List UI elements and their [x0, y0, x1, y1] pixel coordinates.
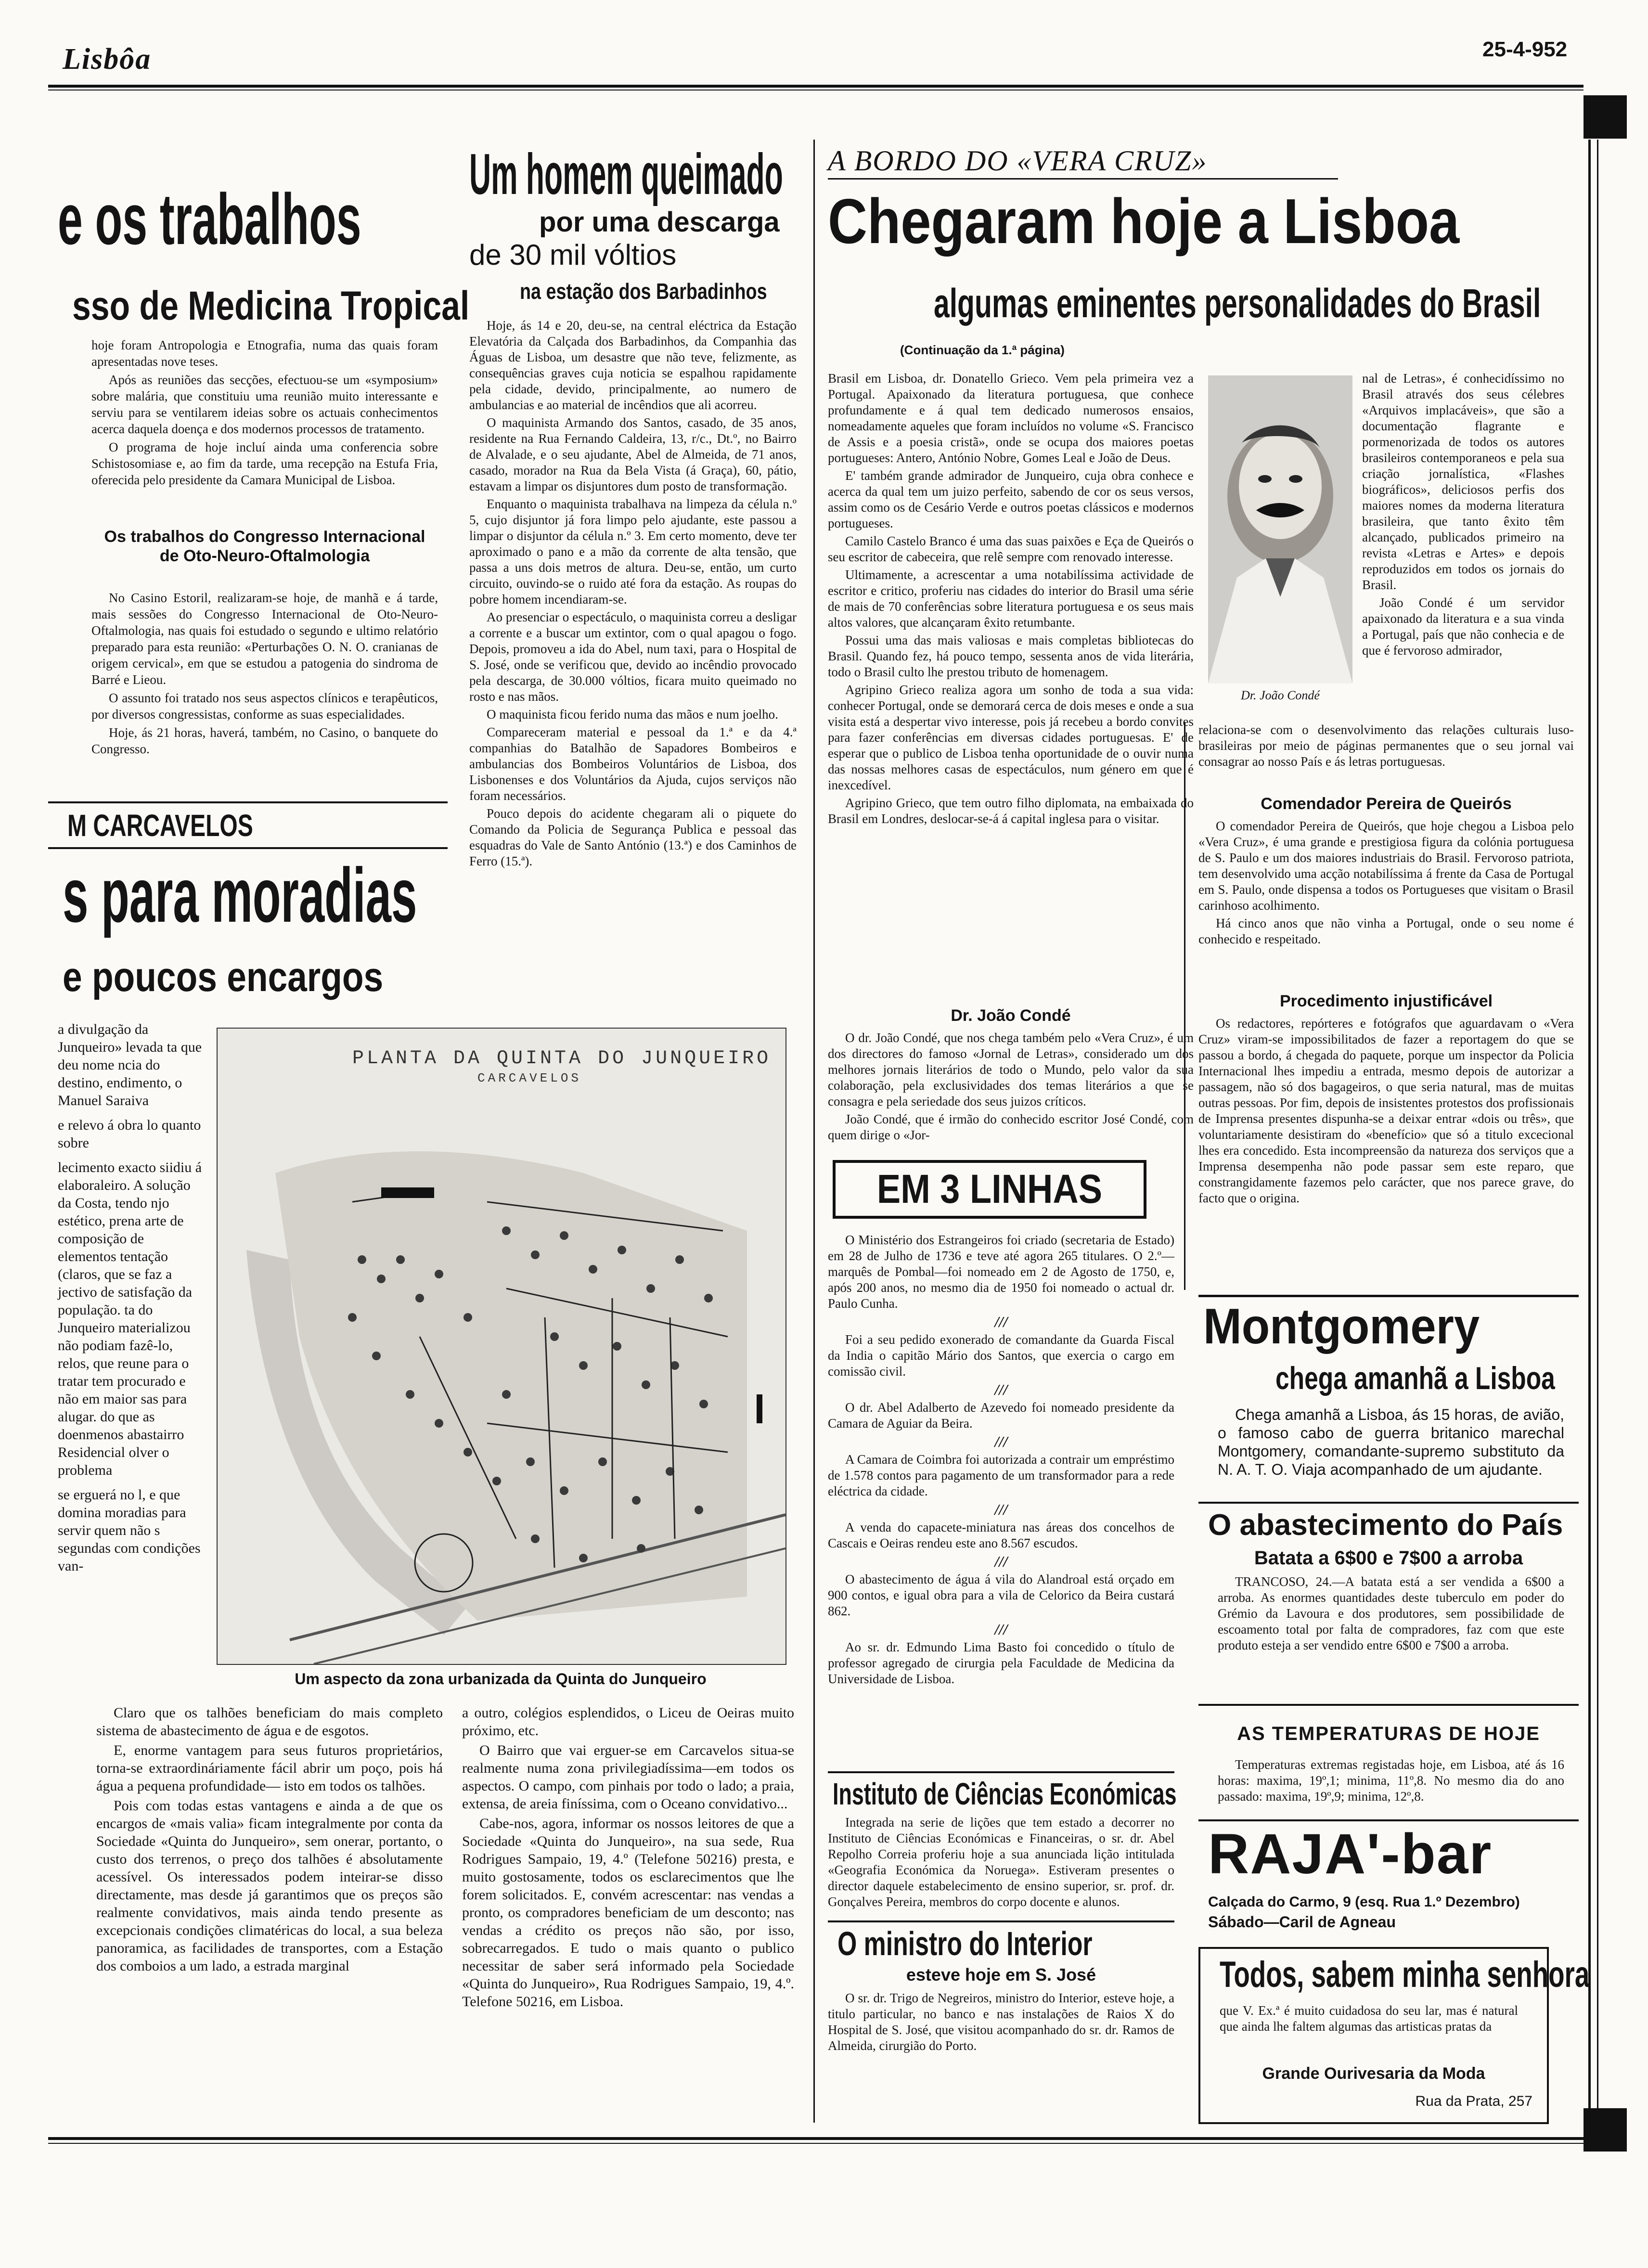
left-body-1: hoje foram Antropologia e Etnografia, numa das quais foram apresentadas nove teses. Após as reuniões das secções, efectuou-se um «symposium» sobre malária, que constituiu uma reunião muito interessante e serviu para se ventilarem ideias sobre os actuais conhecimentos acerca daquela doença e dos modernos processos de tratamento. O programa de hoje incluí ainda uma conferencia sobre Schistosomiase e, ao fim da tarde, uma recepção na Estufa Fria, oferecida pelo presidente da Camara Municipal de Lisboa.	[91, 338, 438, 487]
masthead-rule	[48, 85, 1584, 88]
margin-block-bottom	[1584, 2108, 1627, 2152]
left-carcavelos: M CARCAVELOS	[67, 808, 253, 843]
ourivesaria-body: que V. Ex.ª é muito cuidadosa do seu lar, mas é natural que ainda lhe faltem algumas das artisticas pratas da	[1220, 2003, 1518, 2034]
ministro-sub: esteve hoje em S. José	[906, 1965, 1096, 1984]
left-headline-3: s para moradias	[63, 852, 417, 938]
left-headline-2: sso de Medicina Tropical	[72, 283, 470, 328]
left-sub-1: Os trabalhos do Congresso Internacional de Oto-Neuro-Oftalmologia	[104, 528, 425, 565]
middle-body: Hoje, ás 14 e 20, deu-se, na central eléctrica da Estação Elevatória da Calçada dos Barbadinhos, da Companhia das Águas de Lisboa, um desastre que não teve, felizmente, as consequências graves cuja noticia se espalhou rapidamente pela cidade, devido, principalmente, ao numero de ambulancias e ao material de incêndios que ali acorreu. O maquinista Armando dos Santos, casado, de 35 anos, residente na Rua Fernando Caldeira, 13, r/c., Dt.º, no Bairro de Alvalade, e o seu ajudante, Abel de Almeida, de 71 anos, casado, morador na Rua da Bela Vista (á Graça), 60, pátio, estavam a limpar os disjuntores dum posto de transformação. Enquanto o maquinista trabalhava na limpeza da célula n.º 5, cujo disjuntor já fora limpo pelo ajudante, este passou a limpar o disjuntor da célula n.º 3. Em certo momento, deve ter aproximado o pano e a mão da corrente de alta tensão, que passa a uns dois metros de altura. Deu-se, então, um curto circuito, ouvindo-se o ruido até fora da estação. As roupas do pobre homem incendiaram-se. Ao presenciar o espectáculo, o maquinista correu a desligar a corrente e a buscar um extintor, com o qual apagou o fogo. Depois, promoveu a ida do Abel, num taxi, para o Hospital de S. José, onde se verificou que, devido ao incêndio provocado pela descarga, de 30.000 vóltios, ficara muito queimado no rosto e nas mãos. O maquinista ficou ferido numa das mãos e num joelho. Compareceram material e pessoal da 1.ª e da 4.ª companhias do Batalhão de Sapadores Bombeiros e ambulancias dos Bombeiros Voluntários de Lisboa, dos Lisbonenses e dos Voluntários da Ajuda, cujos serviços não foram necessários. Pouco depois do acidente chegaram ali o piquete do Comando da Policia de Segurança Publica e pessoal das esquadras do Vale de Santo António (13.ª) e dos Caminhos de Ferro (15.ª).	[469, 318, 797, 868]
instituto-body: Integrada na serie de lições que tem estado a decorrer no Instituto de Ciências Económicas e Financeiras, o sr. dr. Abel Repolho Correia proferiu hoje a sua anunciada lição intitulada «Geografia Económica da Noruega». Estiveram presentes o director daquele estabelecimento de ensino superior, sr. prof. dr. Gonçalves Pereira, membros do corpo docente e alunos.	[828, 1815, 1174, 1909]
montgomery-body: Chega amanhã a Lisboa, ás 15 horas, de avião, o famoso cabo de guerra britanico marechal Montgomery, comandante-supremo substituto da N. A. T. O. Viaja acompanhado de um ajudante.	[1218, 1406, 1564, 1478]
ourivesaria-box	[1198, 1947, 1590, 2124]
margin-line	[1588, 140, 1591, 2137]
right-col2a: nal de Letras», é conhecidíssimo no Brasil através dos seus célebres «Arquivos implacáveis», que são a documentação flagrante e pormenorizada de todos os autores brasileiros contemporaneos e pela sua criação jornalística, «Flashes biográficos», deliciosos perfis dos maiores nomes da moderna literatura brasileira, que tanto êxito têm alcançado, publicados primeiro na revista «Letras e Artes» e depois reproduzidos em todos os jornais do Brasil. João Condé é um servidor apaixonado da literatura e a sua vinda a Portugal, país que não conhecia e de que é fervoroso admirador,	[1362, 371, 1564, 657]
em3linhas-items: O Ministério dos Estrangeiros foi criado (secretaria de Estado) em 28 de Julho de 1736 e teve até agora 265 titulares. O 2.º— marquês de Pombal—foi nomeado em 2 de Agosto de 1750, e, após 200 anos, no mesmo dia de 1950 foi nomeado o actual dr. Paulo Cunha. /// Foi a seu pedido exonerado de comandante da Guarda Fiscal da India o capitão Mário dos Santos, que exercia o cargo em comissão civil. /// O dr. Abel Adalberto de Azevedo foi nomeado presidente da Camara de Aguiar da Beira. /// A Camara de Coimbra foi autorizada a contrair um empréstimo de 1.578 contos para pagamento de um transformador para a rede eléctrica da cidade. /// A venda do capacete-miniatura nas áreas dos concelhos de Cascais e Oeiras rendeu este ano 8.567 escudos. /// O abastecimento de água á vila do Alandroal está orçado em 900 contos, e igual obra para a vila de Celorico da Beira custará 862. /// Ao sr. dr. Edmundo Lima Basto foi concedido o título de professor agregado de cirurgia pela Faculdade de Medicina da Universidade de Lisboa.	[828, 1233, 1174, 1686]
middle-headline-4: na estação dos Barbadinhos	[520, 279, 767, 304]
right-col1b: O dr. João Condé, que nos chega também pelo «Vera Cruz», é um dos directores do famoso «Jornal de Letras», considerado um dos melhores jornais literários de todo o Mundo, pelo valor da sua colaboração, pela exclusividades dos temas literários a que se consagra e pela seriedade dos seus juizos críticos. João Condé, que é irmão do conhecido escritor José Condé, com quem dirige o «Jor-	[828, 1031, 1194, 1142]
right-pereira: O comendador Pereira de Queirós, que hoje chegou a Lisboa pelo «Vera Cruz», é uma grande e prestigiosa figura da colónia portuguesa de S. Paulo e um dos maiores industriais do Brasil. Fervoroso patriota, tem desenvolvido uma acção notabilíssima á frente da Casa de Portugal em S. Paulo, onde dispensa a todos os Portugueses que visitam o Brasil carinhoso acolhimento. Há cinco anos que não vinha a Portugal, onde o seu nome é conhecido e respeitado.	[1198, 819, 1574, 946]
temperaturas-body: Temperaturas extremas registadas hoje, em Lisboa, até ás 16 horas: maxima, 19º,1; minima, 11º,8. No mesmo dia do ano passado: maxima, 19º,9; minima, 12º,8.	[1218, 1757, 1564, 1804]
left-rule-1	[48, 801, 448, 803]
ministro-body: O sr. dr. Trigo de Negreiros, ministro do Interior, esteve hoje, a titulo particular, no banco e nas instalações de Raios X do Hospital de S. José, que visitou acompanhado do sr. dr. Ramos de Almeida, cirurgião do Porto.	[828, 1991, 1174, 2053]
montgomery-sub: chega amanhã a Lisboa	[1275, 1360, 1555, 1396]
right-headline: Chegaram hoje a Lisboa	[828, 186, 1460, 257]
right-col1: Brasil em Lisboa, dr. Donatello Grieco. Vem pela primeira vez a Portugal. Apaixonado da literatura portuguesa, que conhece profundamente e á qual tem dedicado numerosos ensaios, nomeadamente aqueles que foram incluídos no volume «S. Francisco de Assis e a poesia cristã», onde se ocupa dos maiores poetas portugueses: Antero, António Nobre, Gomes Leal e João de Deus. E' também grande admirador de Junqueiro, cuja obra conhece e acerca da qual tem um juizo perfeito, sabendo de cor os seus versos, assim como os de Cesário Verde e outros poetas clássicos e modernos portugueses. Camilo Castelo Branco é uma das suas paixões e Eça de Queirós o seu escritor de cabeceira, que relê sempre com renovado interesse. Ultimamente, a acrescentar a uma notabilíssima actividade de escritor e critico, proferiu nas cidades do interior do Brasil uma série de mais de 70 conferências sobre literatura portuguesa e os seus mais altos valores, que alcançaram êxito retumbante. Possui uma das mais valiosas e mais completas bibliotecas do Brasil. Quando fez, há pouco tempo, sessenta anos de vida literária, todo o Brasil culto lhe prestou tributo de homenagem. Agripino Grieco realiza agora um sonho de toda a sua vida: conhecer Portugal, onde se demorará cerca de dois meses e onde a sua visita está a despertar vivo interesse, pois já recebeu a bordo convites para fazer conferências em diversas cidades portuguesas. E' de esperar que o publico de Lisboa tenha oportunidade de o ouvir numa das nossas melhores casas de espectáculos, num género em que é inexcedível. Agripino Grieco, que tem outro filho diplomata, na embaixada do Brasil em Londres, deslocar-se-á á capital inglesa para o visitar.	[828, 371, 1194, 826]
right-continuation: (Continuação da 1.ª página)	[900, 343, 1065, 357]
left-headline-1: e os trabalhos	[58, 179, 361, 259]
right-kicker: A BORDO DO «VERA CRUZ»	[828, 145, 1208, 177]
abastecimento-sub: Batata a 6$00 e 7$00 a arroba	[1254, 1547, 1523, 1569]
left-body-2: No Casino Estoril, realizaram-se hoje, de manhã e á tarde, mais sessões do Congresso Internacional de Oto-Neuro-Oftalmologia, nas quais foi estudado o segundo e ultimo relatório preparado para esta reunião: «Perturbações O. N. O. cranianas de origem cervical», em que se estudou a patogenia do sindroma de Barré e Lieou. O assunto foi tratado nos seus aspectos clínicos e terapêuticos, por diversos congressistas, conforme as suas especialidades. Hoje, ás 21 horas, haverá, também, no Casino, o banquete do Congresso.	[91, 591, 438, 756]
left-headline-4: e poucos encargos	[63, 954, 384, 1000]
montgomery-title: Montgomery	[1203, 1299, 1480, 1354]
ministro-title: O ministro do Interior	[837, 1925, 1093, 1962]
temperaturas-title: AS TEMPERATURAS DE HOJE	[1237, 1723, 1540, 1744]
map-subtitle: CARCAVELOS	[477, 1071, 582, 1085]
right-proc: Os redactores, repórteres e fotógrafos que aguardavam o «Vera Cruz» viram-se impossibilitados de fazer a reportagem do que se passou a bordo, á chegada do paquete, porque um inspector da Policia Internacional lhes impediu a entrada, mesmo depois de autorizar a passagem, não só dos bagageiros, o que seria natural, mas de muitas outras pessoas. Por fim, depois de insistentes protestos dos profissionais de Imprensa presentes dispunha-se a deixar entrar «dois ou três», que voluntariamente desistiram do «benefício» que só a titulo excecional lhes era concedido. Esta incompreensão da natureza dos serviços que a Imprensa desempenha não pode passar sem este reparo, que constrangidamente fazemos pelo carácter, que nos parece grave, do facto que o origina.	[1198, 1016, 1574, 1205]
middle-headline-2: por uma descarga	[539, 206, 780, 238]
middle-headline-3: de 30 mil vóltios	[469, 239, 677, 271]
bottom-mid-text: a outro, colégios esplendidos, o Liceu de Oeiras muito próximo, etc. O Bairro que vai erguer-se em Carcavelos situa-se realmente numa zona privilegiadíssima—em todos os aspectos. O campo, com pinhais por todo o lado; a praia, extensa, de areia finíssima, com o Oceano convidativo... Cabe-nos, agora, informar os nossos leitores de que a Sociedade «Quinta do Junqueiro», na sua sede, Rua Rodrigues Sampaio, 19, 4.º (Telefone 50216) presta, e muito gostosamente, todos os esclarecimentos que lhe forem solicitados. E, convém acrescentar: nas vendas a pronto, os compradores beneficiam de um desconto; nas vendas a crédito os preços não são, por isso, sobrecarregados. E tudo o mais quanto o publico necessitar de saber será informado pela Sociedade «Quinta do Junqueiro», Rua Rodrigues Sampaio, 19, 4.º. Telefone 50216, em Lisboa.	[462, 1705, 794, 2010]
em3linhas-box	[833, 1160, 1146, 1219]
left-body-3: a divulgação da Junqueiro» levada ta que deu nome ncia do destino, endimento, o Manuel Saraiva e relevo á obra lo quanto sobre lecimento exacto siidiu á elaboraleiro. A solução da Costa, tendo njo estético, prena arte de composição de elementos tentação (claros, que se faz a jectivo de satisfação da população. ta do Junqueiro materializou não podiam fazê-lo, relos, que reune para o tratar tem procurado e não em maior sas para alugar. do que as doenmenos abastairro Residencial olver o problema se erguerá no l, e que domina moradias para servir quem não s segundas com condições van-	[58, 1021, 202, 1574]
ourivesaria-title: Todos, sabem minha senhora	[1220, 1954, 1590, 1995]
right-col2c: relaciona-se com o desenvolvimento das relações culturais luso-brasileiras por meio de páginas permanentes que o seu jornal vai consagrar ao nosso País e ás letras portuguesas.	[1198, 722, 1574, 769]
masthead-title: Lisbôa	[63, 43, 152, 76]
photo-caption: Dr. João Condé	[1241, 688, 1320, 702]
masthead-date: 25-4-952	[1482, 38, 1568, 61]
ourivesaria-name: Grande Ourivesaria da Moda	[1262, 2064, 1485, 2083]
quinta-junqueiro-map	[217, 1028, 786, 1665]
bottom-left-text: Claro que os talhões beneficiam do mais completo sistema de abastecimento de água e de esgotos. E, enorme vantagem para seus futuros proprietários, torna-se extraordináriamente fácil abrir um poço, pois há água a pequena profundidade— isto em todos os talhões. Pois com todas estas vantagens e ainda a de que os encargos de «mais valia» ficam integralmente por conta da Sociedade «Quinta do Junqueiro», sem onerar, portanto, o custo dos terrenos, o preço dos talhões é absolutamente acessível. Os interessados podem inteirar-se disso directamente, mas desde já garantimos que os preços são realmente convidativos, mais ainda tendo presente as excepcionais condições climatéricas do local, a sua beleza panoramica, as facilidades de transportes, com a Estação dos comboios a um lado, a estrada marginal	[96, 1705, 443, 1974]
em3linhas-title: EM 3 LINHAS	[876, 1166, 1103, 1211]
column-rule-1	[813, 140, 815, 2123]
abastecimento-title: O abastecimento do País	[1208, 1508, 1563, 1542]
right-sub-proc: Procedimento injustificável	[1279, 992, 1493, 1010]
raja-address: Calçada do Carmo, 9 (esq. Rua 1.º Dezembro)	[1208, 1894, 1520, 1910]
raja-title: RAJA'-bar	[1208, 1822, 1493, 1886]
abastecimento-body: TRANCOSO, 24.—A batata está a ser vendida a 6$00 a arroba. As enormes quantidades deste tuberculo em poder do Grémio da Lavoura e dos produtores, sem possibilidade de escoamento total por falta de compradores, faz com que este produto esteja a ser vendido entre 6$00 e 7$00 a arroba.	[1218, 1574, 1564, 1652]
ourivesaria-address: Rua da Prata, 257	[1415, 2093, 1532, 2109]
raja-sub: Sábado—Caril de Agneau	[1208, 1913, 1396, 1931]
right-subhead: algumas eminentes personalidades do Brasil	[934, 281, 1541, 326]
right-sub-conde: Dr. João Condé	[951, 1006, 1071, 1025]
margin-block-top	[1584, 95, 1627, 139]
map-drawing	[218, 1029, 785, 1664]
right-sub-pereira: Comendador Pereira de Queirós	[1261, 795, 1512, 813]
map-title: PLANTA DA QUINTA DO JUNQUEIRO	[352, 1048, 772, 1070]
joao-conde-photo	[1208, 375, 1352, 683]
instituto-title: Instituto de Ciências Económicas	[833, 1777, 1177, 1811]
map-caption: Um aspecto da zona urbanizada da Quinta do Junqueiro	[295, 1670, 707, 1688]
bottom-rule	[48, 2137, 1584, 2140]
middle-headline-1: Um homem queimado	[469, 142, 783, 206]
